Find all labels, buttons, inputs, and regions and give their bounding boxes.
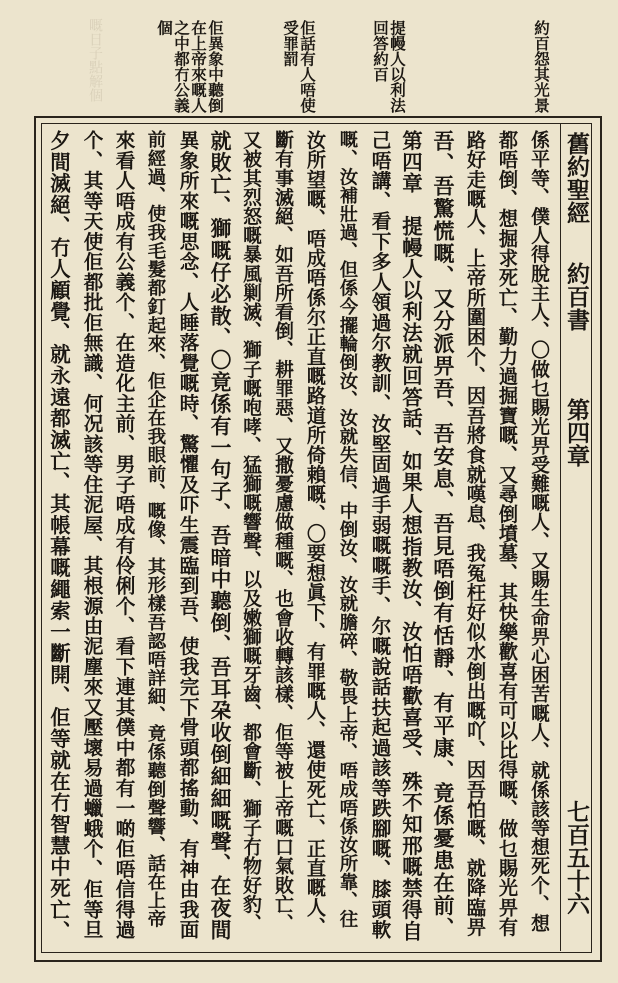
body-line-5: 第四章 提幔人以利法就回答話、如果人想指教汝、汝怕唔歡喜受、殊不知邢嘅禁得自 [399,130,423,942]
book-name: 約百書 [563,262,590,331]
page-number: 七百五十六 [563,800,590,915]
ghost-text-1: 嘅日子點解個 [87,18,103,102]
chapter-label: 第四章 [563,398,590,467]
body-line-9: 斷有事滅絕、如吾所看倒、耕罪惡、又撒憂慮做種嘅、也會收轉該樣、佢等被上帝嘅口氣敗亡、 [272,130,294,933]
margin-note-3: 佢話有人唔使受罪罰 [281,20,317,113]
body-line-10: 又被其烈怒嘅暴風剿滅、獅子嘅咆哮、猛獅嘅響聲、以及嫩獅嘅牙齒、都會斷、獅子冇物好豹、 [240,130,262,933]
header-column-divider [560,123,561,951]
body-line-12: 異象所來嘅思念、人睡落覺嘅時、驚懼及吓生震臨到吾、使我完下骨頭都搖動、有神由我面 [176,130,199,940]
margin-note-1: 約百怨其光景 [532,20,551,113]
margin-note-2: 提幔人以利法回答約百 [371,20,407,113]
body-line-6: 己唔講、看下多人領過尔教訓、汝堅固過手弱嘅嘅手、尔嘅說話扶起過該等跌腳嘅、膝頭軟 [368,130,391,940]
body-line-3: 路好走嘅人、上帝所圍困个、因吾將食就嘆息、我冤枉好似水倒出嘅吖、因吾怕嘅、就降臨畀 [464,130,487,937]
body-line-16: 夕間滅絕、冇人顧覺、就永遠都滅亡、其帳幕嘅繩索一斷開、佢等就在冇智慧中死亡、 [47,130,71,942]
body-line-13: 前經過、使我毛髮都釘起來、佢企在我眼前、嘅像、其形樣吾認唔詳細、竟係聽倒聲響、話在上帝 [145,130,166,929]
body-line-8: 汝所望嘅、唔成唔係尔正直嘅路道所倚賴嘅、〇要想眞下、有罪嘅人、還使死亡、正直嘅人、 [304,130,327,937]
body-line-15: 个、其等天使佢都批佢無識、何况該等住泥屋、其根源由泥塵來又壓壞易過蠟蛾个、佢等旦 [80,130,103,940]
body-line-7: 嘅、汝補壯過、但係今擺輪倒汝、汝就失信、中倒汝、汝就膽碎、敬畏上帝、唔成唔係汝所靠、往 [337,130,358,929]
book-title: 舊約聖經 [563,132,590,224]
margin-note-4: 佢異象中聽倒在上帝來嘅人之中都冇公義個 [155,20,225,113]
body-line-11: 就敗亡、獅嘅仔必散、〇竟係有一句子、吾暗中聽倒、吾耳朶收倒細細嘅聲、在夜間 [207,130,232,942]
body-line-14: 來看人唔成有公義个、在造化主前、男子唔成有伶俐个、看下連其僕中都有一啲佢唔信得過 [112,130,135,940]
body-line-2: 都唔倒、想掘求死亡、勤力過掘寶嘅、又尋倒墳墓、其快樂歡喜有可以比得嘅、做乜賜光畀有 [496,130,519,937]
body-line-1: 係平等、僕人得脫主人、〇做乜賜光畀受難嘅人、又賜生命畀心困苦嘅人、就係該等想死个、想 [528,130,550,933]
body-line-4: 吾、吾驚慌嘅、又分派畀吾、吾安息、吾見唔倒有恬靜、有平康、竟係憂患在前、 [431,130,456,940]
